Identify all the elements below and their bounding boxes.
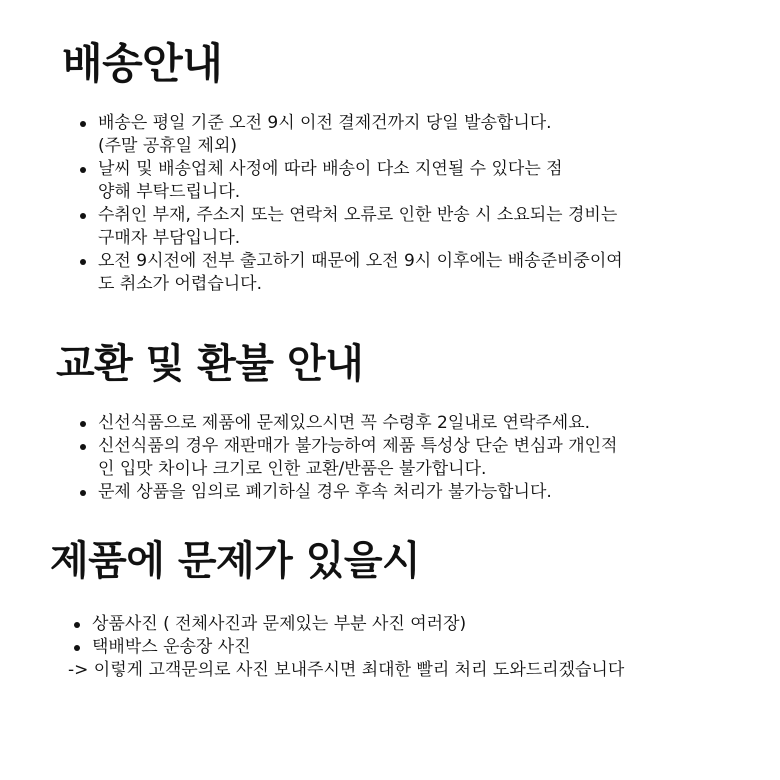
- list-item: 신선식품으로 제품에 문제있으시면 꼭 수령후 2일내로 연락주세요.: [78, 412, 617, 435]
- list-item: 신선식품의 경우 재판매가 불가능하여 제품 특성상 단순 변심과 개인적 인 입맛 차이나 크기로 인한 교환/반품은 불가합니다.: [78, 435, 617, 481]
- list-item: 날씨 및 배송업체 사정에 따라 배송이 다소 지연될 수 있다는 점 양해 부탁드립니다.: [78, 158, 623, 204]
- list-item: 오전 9시전에 전부 출고하기 때문에 오전 9시 이후에는 배송준비중이여 도 취소가 어렵습니다.: [78, 250, 623, 296]
- shipping-section: [62, 40, 623, 296]
- shipping-list: [78, 112, 623, 296]
- list-item: 수취인 부재, 주소지 또는 연락처 오류로 인한 반송 시 소요되는 경비는 구매자 부담입니다.: [78, 204, 623, 250]
- exchange-title: 교환 및 환불 안내: [56, 341, 364, 387]
- problem-list: [72, 613, 624, 659]
- exchange-list: [78, 412, 617, 504]
- problem-note: -> 이렇게 고객문의로 사진 보내주시면 최대한 빨리 처리 도와드리겠습니다: [68, 660, 625, 680]
- problem-title: 제품에 문제가 있을시: [50, 538, 421, 584]
- list-item: 배송은 평일 기준 오전 9시 이전 결제건까지 당일 발송합니다. (주말 공휴일 제외): [78, 112, 623, 158]
- exchange-refund-section: [56, 340, 617, 504]
- list-item: 문제 상품을 임의로 폐기하실 경우 후속 처리가 불가능합니다.: [78, 481, 617, 504]
- list-item: 택배박스 운송장 사진: [72, 636, 624, 659]
- product-problem-section: [50, 537, 624, 682]
- shipping-title: 배송안내: [62, 39, 223, 88]
- list-item: 상품사진 ( 전체사진과 문제있는 부분 사진 여러장): [72, 613, 624, 636]
